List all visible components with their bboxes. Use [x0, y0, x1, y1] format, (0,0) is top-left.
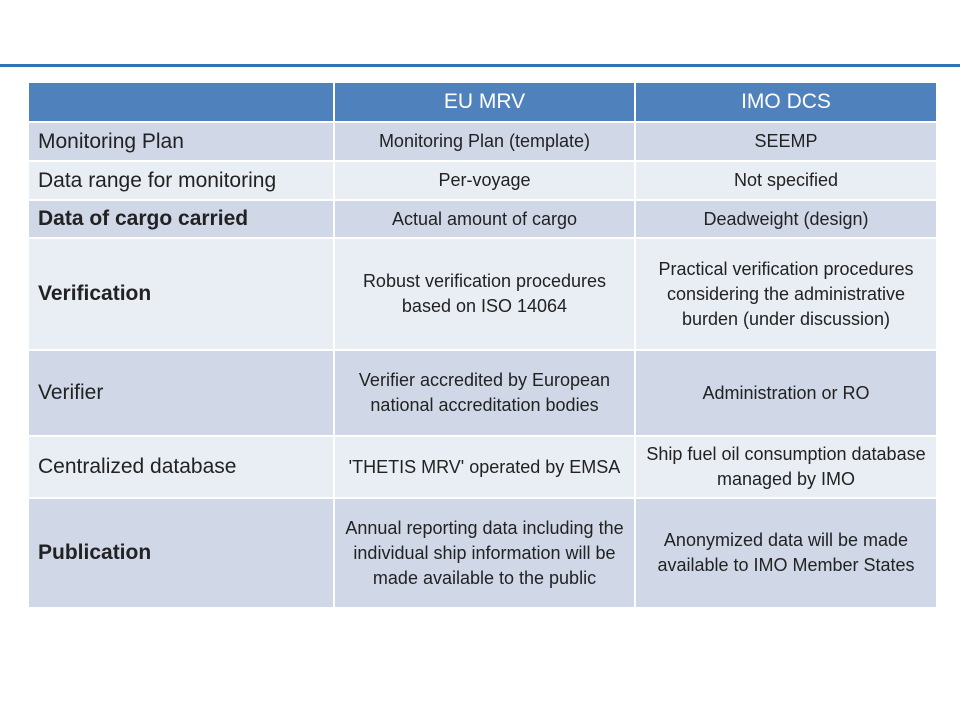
- comparison-table: [27, 81, 938, 609]
- imo-dcs-cell: Practical verification procedures considering the administrative burden (under discussion): [635, 238, 937, 350]
- row-label: Centralized database: [28, 436, 334, 498]
- row-label: Data range for monitoring: [28, 161, 334, 200]
- imo-dcs-cell: Administration or RO: [635, 350, 937, 436]
- row-label: Data of cargo carried: [28, 200, 334, 238]
- imo-dcs-cell: SEEMP: [635, 122, 937, 161]
- header-imo-dcs: IMO DCS: [635, 82, 937, 122]
- table-row: [28, 122, 937, 161]
- header-eu-mrv: EU MRV: [334, 82, 635, 122]
- imo-dcs-cell: Not specified: [635, 161, 937, 200]
- row-label: Verifier: [28, 350, 334, 436]
- table-row: [28, 161, 937, 200]
- table-header-row: [28, 82, 937, 122]
- eu-mrv-cell: Robust verification procedures based on ISO 14064: [334, 238, 635, 350]
- eu-mrv-cell: Verifier accredited by European national accreditation bodies: [334, 350, 635, 436]
- eu-mrv-cell: Monitoring Plan (template): [334, 122, 635, 161]
- eu-mrv-cell: Actual amount of cargo: [334, 200, 635, 238]
- table-row: [28, 200, 937, 238]
- row-label: Publication: [28, 498, 334, 608]
- eu-mrv-cell: Annual reporting data including the individual ship information will be made available to the public: [334, 498, 635, 608]
- eu-mrv-cell: 'THETIS MRV' operated by EMSA: [334, 436, 635, 498]
- table-row: [28, 238, 937, 350]
- row-label: Monitoring Plan: [28, 122, 334, 161]
- top-divider-line: [0, 64, 960, 67]
- eu-mrv-cell: Per-voyage: [334, 161, 635, 200]
- table-row: [28, 350, 937, 436]
- table-row: [28, 498, 937, 608]
- imo-dcs-cell: Anonymized data will be made available to IMO Member States: [635, 498, 937, 608]
- table-row: [28, 436, 937, 498]
- header-corner-cell: [28, 82, 334, 122]
- imo-dcs-cell: Ship fuel oil consumption database managed by IMO: [635, 436, 937, 498]
- imo-dcs-cell: Deadweight (design): [635, 200, 937, 238]
- row-label: Verification: [28, 238, 334, 350]
